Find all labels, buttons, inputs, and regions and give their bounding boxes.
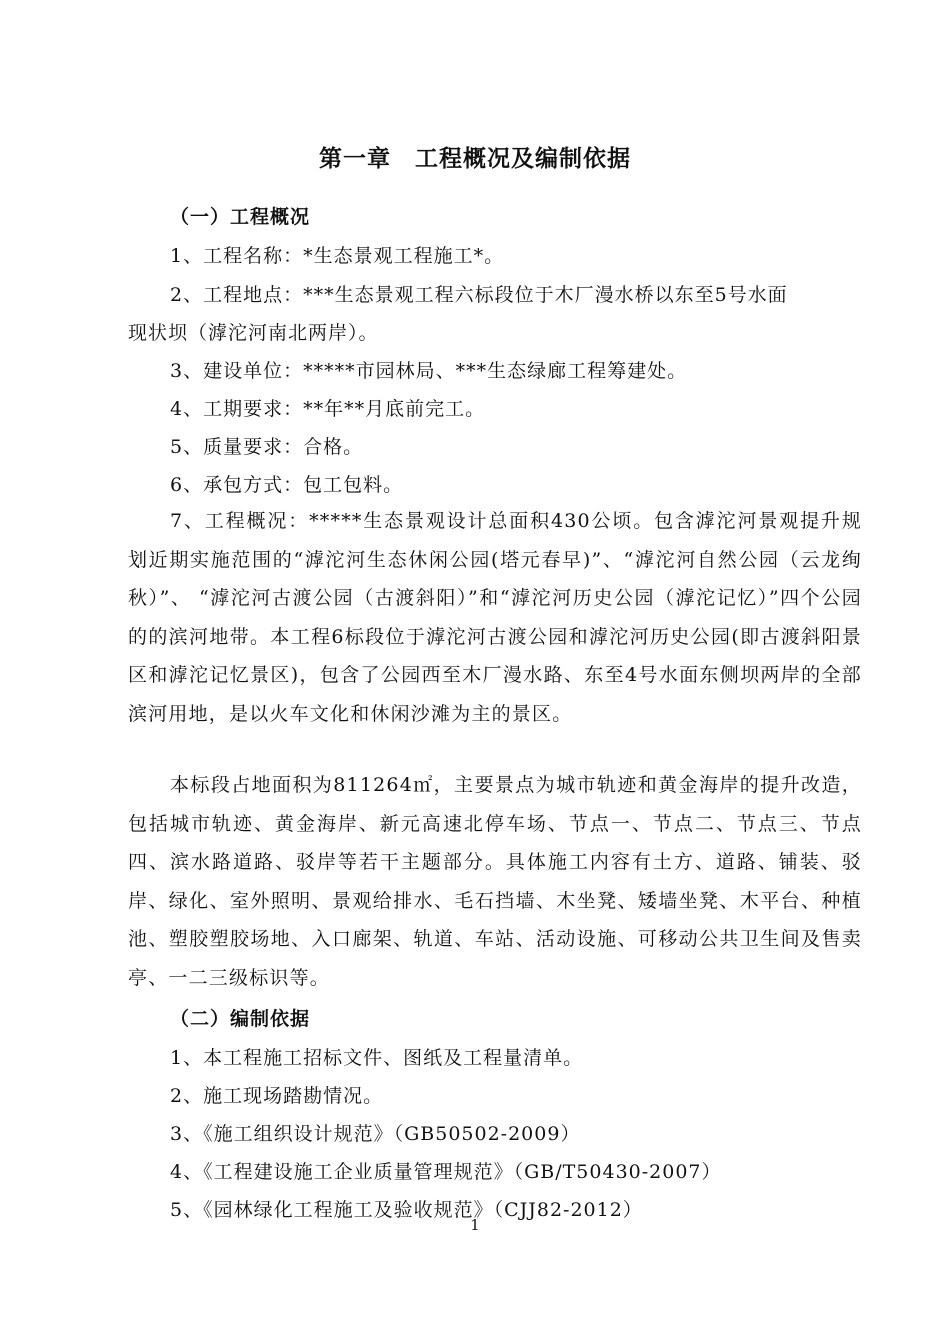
- basis-item-2: 2、施工现场踏勘情况。: [170, 1085, 384, 1107]
- overview-item-3: 3、建设单位：*****市园林局、***生态绿廊工程筹建处。: [170, 360, 688, 382]
- overview-item-2-line-2: 现状坝（滹沱河南北两岸）。: [128, 322, 379, 344]
- overview-item-4: 4、工期要求：**年**月底前完工。: [170, 398, 486, 420]
- basis-item-4: 4、《工程建设施工企业质量管理规范》（GB/T50430-2007）: [170, 1161, 722, 1183]
- section-heading-overview: （一）工程概况: [170, 206, 311, 228]
- overview-item-5: 5、质量要求：合格。: [170, 436, 364, 458]
- overview-item-7-paragraph: 7、工程概况：*****生态景观设计总面积430公顷。包含滹沱河景观提升规划近期实施范围的“滹沱河生态休闲公园(塔元春早)”、“滹沱河自然公园（云龙绚秋）”、 “滹沱河古渡公园（古渡斜阳）”和“滹沱河历史公园（滹沱记忆）”四个公园的的滨河地带。本工程6标段位于滹沱河古渡公园和滹沱河历史公园(即古渡斜阳景区和滹沱记忆景区)，包含了公园西至木厂漫水路、东至4号水面东侧坝两岸的全部滨河用地，是以火车文化和休闲沙滩为主的景区。: [128, 510, 862, 725]
- chapter-title: 第一章 工程概况及编制依据: [319, 146, 631, 172]
- basis-item-3: 3、《施工组织设计规范》（GB50502-2009）: [170, 1123, 581, 1145]
- site-area-paragraph: [128, 766, 862, 998]
- overview-item-1: 1、工程名称：*生态景观工程施工*。: [170, 245, 505, 267]
- section-heading-basis: （二）编制依据: [170, 1008, 311, 1030]
- site-area-text-rest: ，主要景点为城市轨迹和黄金海岸的提升改造，包括城市轨迹、黄金海岸、新元高速北停车场、节点一、节点二、节点三、节点四、滨水路道路、驳岸等若干主题部分。具体施工内容有土方、道路、铺装、驳岸、绿化、室外照明、景观给排水、毛石挡墙、木坐凳、矮墙坐凳、木平台、种植池、塑胶塑胶场地、入口廊架、轨道、车站、活动设施、可移动公共卫生间及售卖亭、一二三级标识等。: [128, 774, 863, 989]
- page-number: 1: [470, 1216, 480, 1234]
- basis-item-5: 5、《园林绿化工程施工及验收规范》（CJJ82-2012）: [170, 1199, 643, 1221]
- overview-item-6: 6、承包方式：包工包料。: [170, 474, 404, 496]
- basis-item-1: 1、本工程施工招标文件、图纸及工程量清单。: [170, 1047, 584, 1069]
- overview-item-2-line-1: 2、工程地点：***生态景观工程六标段位于木厂漫水桥以东至5号水面: [170, 284, 788, 306]
- site-area-text-prefix: 本标段占地面积为811264㎡: [170, 774, 434, 796]
